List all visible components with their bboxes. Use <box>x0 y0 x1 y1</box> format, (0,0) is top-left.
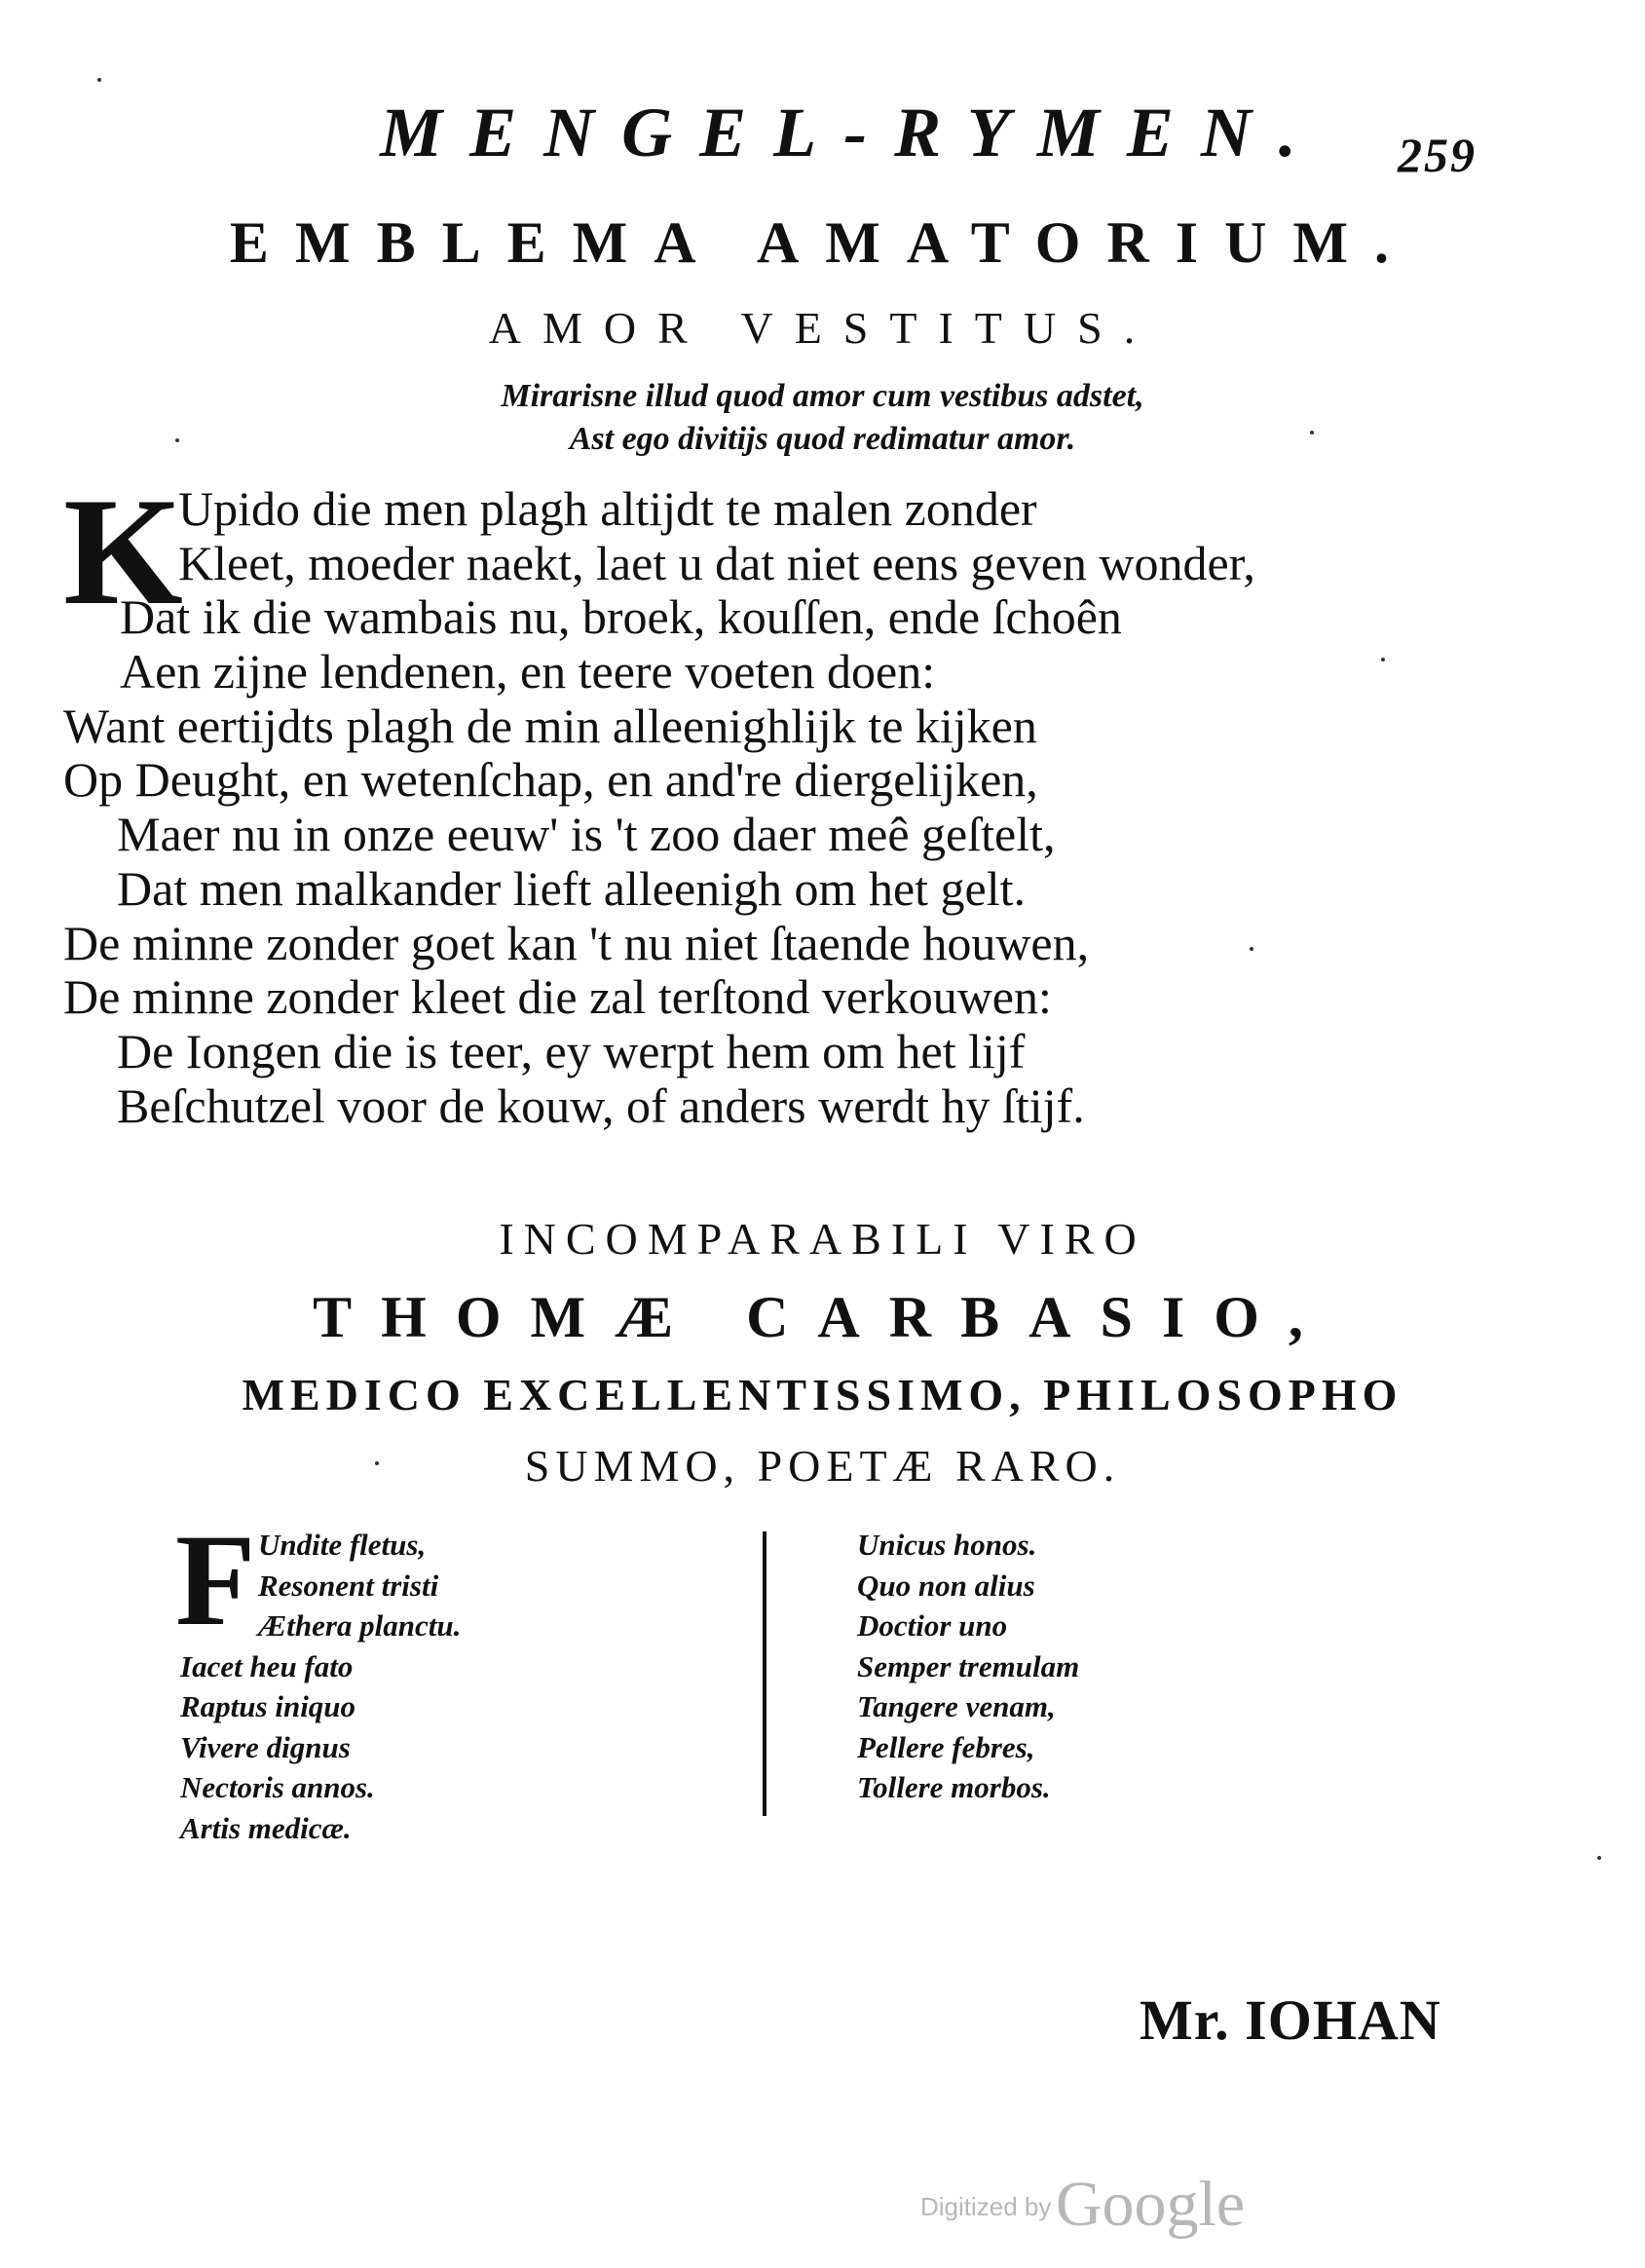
verse-line: Pellere febres, <box>857 1729 1035 1764</box>
poem-line: Maer nu in onze eeuw' is 't zoo daer meê geſtelt, <box>117 807 1056 862</box>
dedication-line-2: THOMÆ CARBASIO, <box>313 1285 1332 1349</box>
verse-line: Resonent tristi <box>258 1568 439 1603</box>
poem-drop-cap: K <box>63 467 183 637</box>
catchword: Mr. IOHAN <box>1140 1988 1441 2052</box>
verse-line: Semper tremulam <box>857 1648 1080 1683</box>
motto-line-2: Ast ego divitijs quod redimatur amor. <box>569 421 1076 457</box>
verse-line: Nectoris annos. <box>180 1770 375 1804</box>
verse-line: Unicus honos. <box>857 1528 1037 1562</box>
poem-line: Dat men malkander lieft alleenigh om het gelt. <box>117 860 1027 916</box>
scan-speck <box>1310 431 1314 435</box>
emblem-subtitle: AMOR VESTITUS. <box>488 303 1157 353</box>
scan-speck <box>97 78 101 82</box>
poem-line: Want eertijdts plagh de min alleenighlijk te kijken <box>63 698 1037 753</box>
watermark-prefix: Digitized by <box>920 2192 1052 2221</box>
emblem-poem <box>63 482 1524 1133</box>
dedication-left-column <box>180 1525 461 1848</box>
verse-line: Æthera planctu. <box>258 1608 462 1643</box>
dedication-line-3: MEDICO EXCELLENTISSIMO, PHILOSOPHO <box>242 1370 1403 1419</box>
verse-line: Raptus iniquo <box>180 1689 356 1723</box>
verse-line: Quo non alius <box>857 1568 1035 1603</box>
verse-line: Tangere venam, <box>857 1689 1056 1723</box>
verse-line: Artis medicæ. <box>180 1810 352 1845</box>
dedication-line-1: INCOMPARABILI VIRO <box>499 1214 1146 1264</box>
dedication-drop-cap: F <box>175 1508 256 1653</box>
scan-speck <box>1250 947 1253 951</box>
emblem-title: EMBLEMA AMATORIUM. <box>229 210 1416 275</box>
verse-line: Vivere dignus <box>180 1729 351 1764</box>
running-head: MENGEL-RYMEN. <box>380 94 1324 171</box>
poem-line: De minne zonder goet kan 't nu niet ſtaende houwen, <box>63 915 1090 970</box>
poem-line: De Iongen die is teer, ey werpt hem om het lijf <box>117 1023 1026 1078</box>
poem-line: Beſchutzel voor de kouw, of anders werdt hy ſtijf. <box>117 1077 1085 1133</box>
poem-line: Aen zijne lendenen, en teere voeten doen: <box>120 644 936 699</box>
poem-line: Op Deught, en wetenſchap, en and're diergelijken, <box>63 752 1038 808</box>
dedication-line-4: SUMMO, POETÆ RARO. <box>524 1441 1121 1491</box>
scan-speck <box>375 1461 379 1465</box>
verse-line: Undite fletus, <box>258 1528 427 1562</box>
scan-speck <box>1381 658 1385 662</box>
poem-line: Dat ik die wambais nu, broek, kouſſen, ende ſchoên <box>120 589 1122 645</box>
digitized-watermark <box>920 2168 1245 2242</box>
verse-line: Iacet heu fato <box>180 1648 354 1683</box>
verse-line: Tollere morbos. <box>857 1770 1051 1804</box>
scan-speck <box>175 438 179 442</box>
poem-line: Kleet, moeder naekt, laet u dat niet eens geven wonder, <box>178 535 1255 590</box>
page-number: 259 <box>1398 128 1477 182</box>
poem-line: Upido die men plagh altijdt te malen zonder <box>178 481 1037 536</box>
watermark-brand: Google <box>1055 2169 1246 2240</box>
scan-speck <box>1597 1856 1601 1860</box>
dedication-right-column <box>857 1525 1079 1808</box>
poem-line: De minne zonder kleet die zal terſtond verkouwen: <box>63 969 1052 1025</box>
motto-line-1: Mirarisne illud quod amor cum vestibus adstet, <box>501 378 1144 414</box>
verse-line: Doctior uno <box>857 1608 1008 1643</box>
column-divider <box>763 1531 766 1816</box>
